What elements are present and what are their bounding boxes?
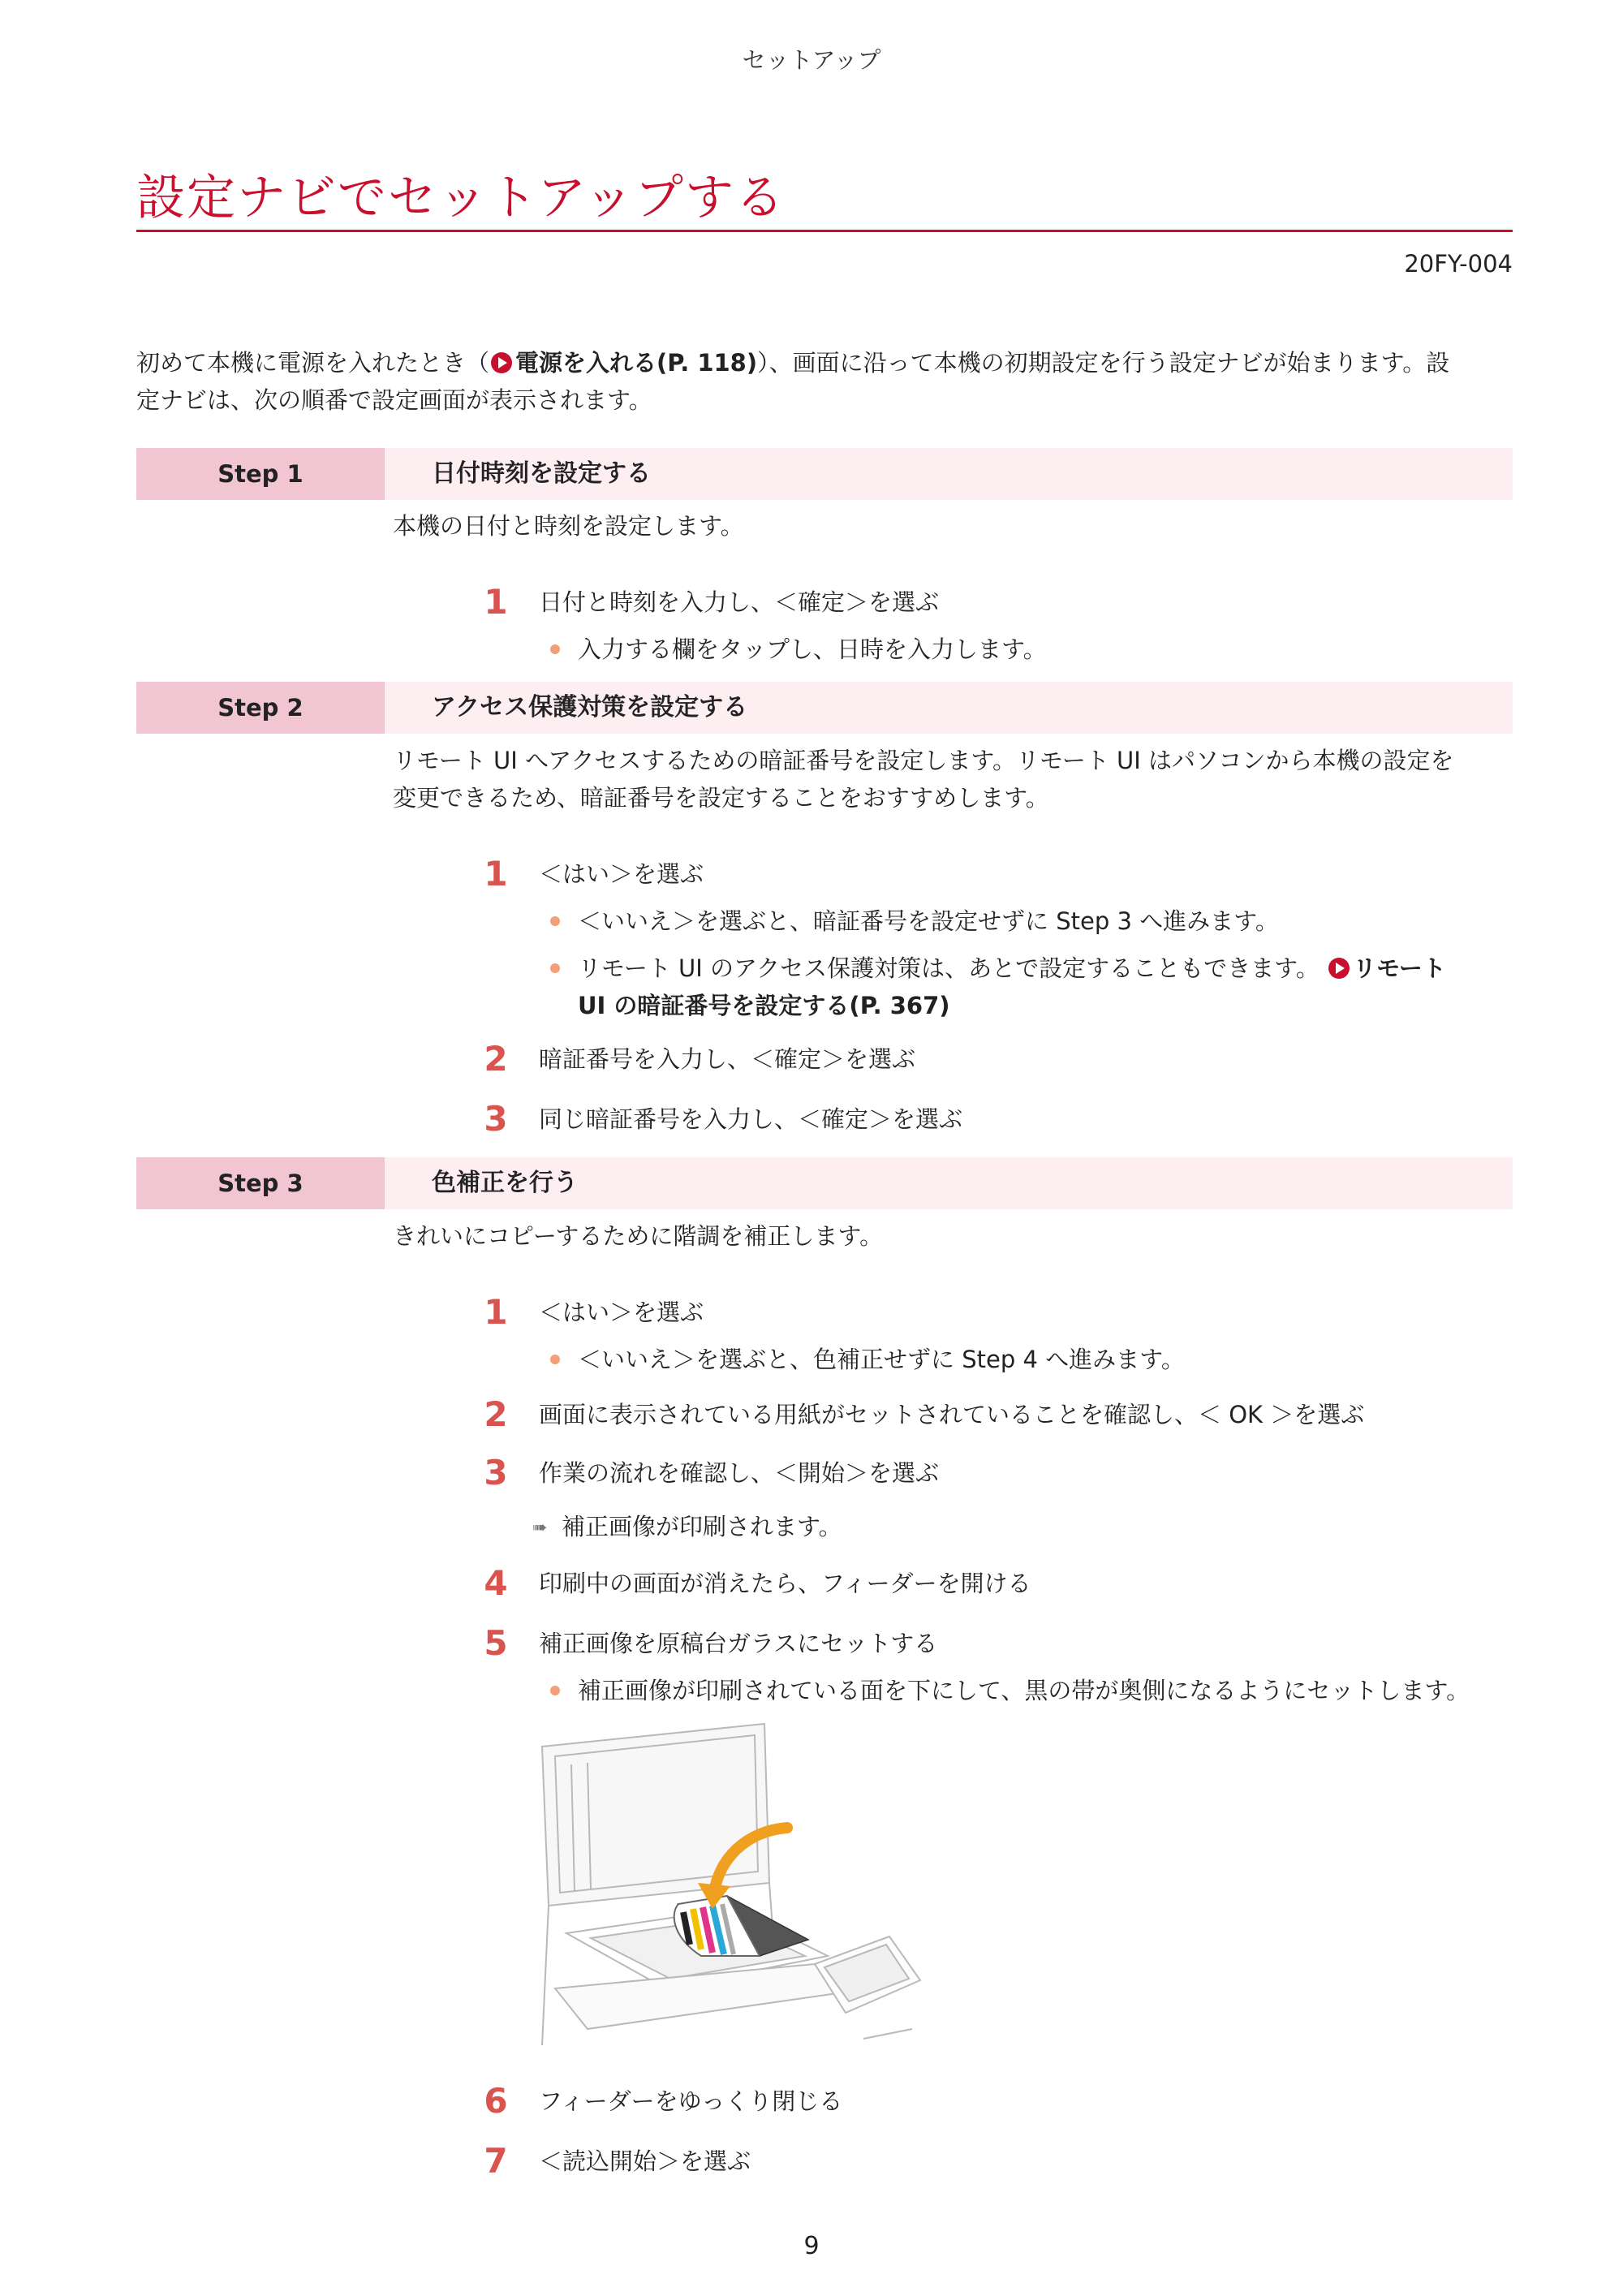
step2-description bbox=[393, 742, 1513, 816]
step3-item1-text: ＜はい＞を選ぶ bbox=[539, 1299, 704, 1326]
step2-description-line2: 変更できるため、暗証番号を設定することをおすすめします。 bbox=[393, 784, 1049, 812]
step1-item1-number: 1 bbox=[484, 582, 508, 622]
step2-bullet2-text: リモート UI のアクセス保護対策は、あとで設定することもできます。 bbox=[578, 954, 1319, 982]
step3-item1-bullet-text: ＜いいえ＞を選ぶと、色補正せずに Step 4 へ進みます。 bbox=[578, 1346, 1185, 1373]
step3-item4-number: 4 bbox=[484, 1563, 508, 1603]
step2-description-line1: リモート UI へアクセスするための暗証番号を設定します。リモート UI はパソコンから本機の設定を bbox=[393, 747, 1454, 774]
step2-bullet2 bbox=[545, 950, 1519, 1024]
page-title: 設定ナビでセットアップする bbox=[136, 170, 786, 226]
step2-bullet1-text: ＜いいえ＞を選ぶと、暗証番号を設定せずに Step 3 へ進みます。 bbox=[578, 907, 1279, 935]
step3-item2-text: 画面に表示されている用紙がセットされていることを確認し、＜ OK ＞を選ぶ bbox=[539, 1401, 1365, 1428]
step3-item6-text: フィーダーをゆっくり閉じる bbox=[539, 2087, 843, 2115]
step1-bullet-text: 入力する欄をタップし、日時を入力します。 bbox=[578, 635, 1047, 663]
result-arrow-icon: ➠ bbox=[532, 1518, 548, 1538]
step3-item1-number: 1 bbox=[484, 1292, 508, 1332]
step3-item2-number: 2 bbox=[484, 1394, 508, 1434]
bullet-dot-icon bbox=[550, 916, 560, 926]
intro-text-line2: 定ナビは、次の順番で設定画面が表示されます。 bbox=[136, 386, 652, 414]
calibration-sheet-icon bbox=[674, 1896, 808, 1956]
step3-item3-result-text: 補正画像が印刷されます。 bbox=[562, 1513, 842, 1540]
step1-bullet bbox=[545, 631, 1519, 668]
document-code: 20FY-004 bbox=[1404, 250, 1513, 278]
step2-band bbox=[136, 682, 1513, 734]
step3-heading: 色補正を行う bbox=[432, 1169, 578, 1197]
step3-item3-number: 3 bbox=[484, 1453, 508, 1493]
step3-item7-number: 7 bbox=[484, 2141, 508, 2181]
page-number: 9 bbox=[803, 2232, 820, 2260]
step3-item3-text: 作業の流れを確認し、＜開始＞を選ぶ bbox=[539, 1459, 940, 1487]
step1-item1-text: 日付と時刻を入力し、＜確定＞を選ぶ bbox=[539, 588, 940, 616]
step2-bullet1 bbox=[545, 902, 1519, 940]
step2-item2-text: 暗証番号を入力し、＜確定＞を選ぶ bbox=[539, 1045, 916, 1073]
step3-item3-result bbox=[532, 1508, 842, 1547]
step1-description: 本機の日付と時刻を設定します。 bbox=[393, 512, 744, 540]
step3-item7-text: ＜読込開始＞を選ぶ bbox=[539, 2147, 751, 2175]
step2-heading: アクセス保護対策を設定する bbox=[432, 693, 748, 722]
step3-item1-bullet bbox=[545, 1341, 1519, 1378]
bullet-dot-icon bbox=[550, 963, 560, 973]
link-arrow-icon bbox=[491, 352, 512, 373]
step2-item1-text: ＜はい＞を選ぶ bbox=[539, 860, 704, 888]
step2-item3-text: 同じ暗証番号を入力し、＜確定＞を選ぶ bbox=[539, 1105, 963, 1133]
step1-band bbox=[136, 448, 1513, 500]
remote-ui-pin-link-line1: リモート bbox=[1353, 954, 1446, 982]
step3-item5-number: 5 bbox=[484, 1623, 508, 1663]
bullet-dot-icon bbox=[550, 644, 560, 654]
step3-item4-text: 印刷中の画面が消えたら、フィーダーを開ける bbox=[539, 1570, 1031, 1597]
step2-item2-number: 2 bbox=[484, 1039, 508, 1079]
step3-item5-text: 補正画像を原稿台ガラスにセットする bbox=[539, 1630, 938, 1657]
intro-text-before: 初めて本機に電源を入れたとき（ bbox=[136, 349, 490, 377]
step3-tag: Step 3 bbox=[136, 1157, 385, 1209]
step2-tag: Step 2 bbox=[136, 682, 385, 734]
scanner-placement-illustration bbox=[539, 1721, 932, 2045]
step3-band bbox=[136, 1157, 1513, 1209]
remote-ui-pin-link-line2: UI の暗証番号を設定する(P. 367) bbox=[578, 992, 950, 1019]
power-on-link-label: 電源を入れる(P. 118) bbox=[515, 349, 758, 377]
title-underline bbox=[136, 230, 1513, 232]
bullet-dot-icon bbox=[550, 1686, 560, 1695]
step3-item6-number: 6 bbox=[484, 2081, 508, 2121]
link-arrow-icon bbox=[1328, 958, 1350, 979]
step2-item1-number: 1 bbox=[484, 854, 508, 894]
step3-item5-bullet bbox=[545, 1672, 1519, 1709]
step2-item3-number: 3 bbox=[484, 1099, 508, 1139]
step3-item5-bullet-text: 補正画像が印刷されている面を下にして、黒の帯が奥側になるようにセットします。 bbox=[578, 1677, 1470, 1704]
intro-paragraph bbox=[136, 344, 1516, 419]
bullet-dot-icon bbox=[550, 1355, 560, 1364]
running-header: セットアップ bbox=[742, 46, 881, 74]
step3-description: きれいにコピーするために階調を補正します。 bbox=[393, 1222, 884, 1250]
step1-heading: 日付時刻を設定する bbox=[432, 459, 651, 488]
step1-tag: Step 1 bbox=[136, 448, 385, 500]
power-on-link[interactable] bbox=[489, 349, 757, 377]
intro-text-after: ）、画面に沿って本機の初期設定を行う設定ナビが始まります。設 bbox=[757, 349, 1450, 377]
